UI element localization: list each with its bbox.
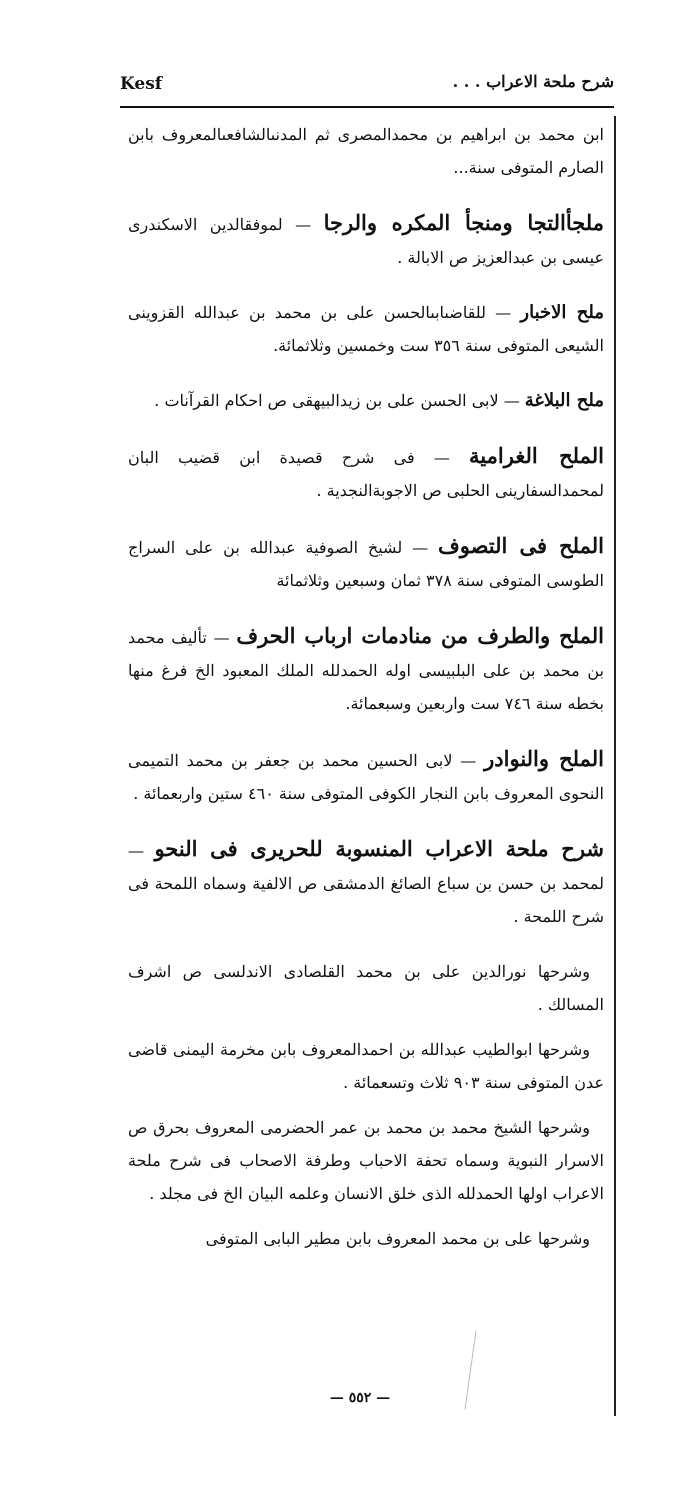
- entry-text: ابن محمد بن ابراهيم بن محمدالمصرى ثم المدنىالشافعىالمعروف بابن الصارم المتوفى سنة...: [128, 125, 604, 177]
- entry-title: ملح البلاغة: [524, 390, 604, 411]
- entry: [128, 619, 604, 720]
- entry: [128, 955, 604, 1021]
- entry: [128, 1111, 604, 1210]
- entry: [128, 832, 604, 933]
- entry-text: — فى شرح قصيدة ابن قضيب البان لمحمدالسفارينى الحلبى ص الاجوبةالنجدية .: [128, 448, 604, 500]
- entry-title: الملح فى التصوف: [437, 533, 604, 558]
- entry: [128, 118, 604, 184]
- entry-text: — لمحمد بن حسن بن سباع الصائغ الدمشقى ص الالفية وسماه اللمحة فى شرح اللمحة .: [128, 841, 604, 926]
- entries-list: [128, 118, 604, 1267]
- running-title: شرح ملحة الاعراب . . .: [452, 72, 614, 91]
- entry-title: شرح ملحة الاعراب المنسوبة للحريرى فى النحو: [154, 836, 604, 861]
- entry-text: وشرحها نورالدين على بن محمد القلصادى الاندلسى ص اشرف المسالك .: [128, 962, 604, 1014]
- entry-text: — لابى الحسن على بن زيدالبيهقى ص احكام القرآنات .: [154, 391, 525, 410]
- entry-title: الملح الغرامية: [469, 443, 604, 468]
- entry-title: الملح والطرف من منادمات ارباب الحرف: [236, 623, 604, 648]
- entry: [128, 1033, 604, 1099]
- entry-title: ملجأالتجا ومنجأ المكره والرجا: [323, 210, 604, 235]
- entry-title: الملح والنوادر: [484, 746, 604, 771]
- page-number: — ٥٥٢ —: [329, 1390, 391, 1406]
- entry: [128, 206, 604, 274]
- entry-text: وشرحها على بن محمد المعروف بابن مطير البابى المتوفى: [205, 1229, 590, 1248]
- header-rule: [120, 106, 614, 108]
- entry: [128, 384, 604, 417]
- entry-text: — لشيخ الصوفية عبدالله بن على السراج الطوسى المتوفى سنة ٣٧٨ ثمان وسبعين وثلاثمائة: [128, 538, 604, 590]
- entry-text: وشرحها الشيخ محمد بن محمد بن عمر الحضرمى المعروف بحرق ص الاسرار النبوية وسماه تحفة الاحباب وطرفة الاصحاب فى شرح ملحة الاعراب اولها الحمدلله الذى خلق الانسان وعلمه البيان الخ فى مجلد .: [128, 1118, 604, 1203]
- entry-title: ملح الاخبار: [520, 302, 604, 323]
- entry-text: — للقاضىابىالحسن على بن محمد بن عبدالله القزوينى الشيعى المتوفى سنة ٣٥٦ ست وخمسين وثلاثمائة.: [128, 303, 604, 355]
- entry: [128, 742, 604, 810]
- entry-text: وشرحها ابوالطيب عبدالله بن احمدالمعروف بابن مخرمة اليمنى قاضى عدن المتوفى سنة ٩٠٣ ثلاث وتسعمائة .: [128, 1040, 604, 1092]
- entry-text: — تأليف محمد بن محمد بن على البلبيسى اوله الحمدلله الملك المعبود الخ فرغ منها بخطه سنة ٧٤٦ ست واربعين وسبعمائة.: [128, 628, 604, 713]
- entry-text: — لابى الحسين محمد بن جعفر بن محمد التميمى النحوى المعروف بابن النجار الكوفى المتوفى سنة ٤٦٠ ستين واربعمائة .: [128, 751, 604, 803]
- page-header: [120, 72, 614, 106]
- scan-mark: [464, 1330, 476, 1409]
- header-brand: Kesf: [120, 74, 163, 94]
- entry: [128, 1222, 604, 1255]
- margin-rule: [614, 116, 616, 1416]
- entry: [128, 529, 604, 597]
- entry-text: — لموفقالدين الاسكندرى عيسى بن عبدالعزيز ص الابالة .: [128, 215, 604, 267]
- entry: [128, 296, 604, 362]
- entry: [128, 439, 604, 507]
